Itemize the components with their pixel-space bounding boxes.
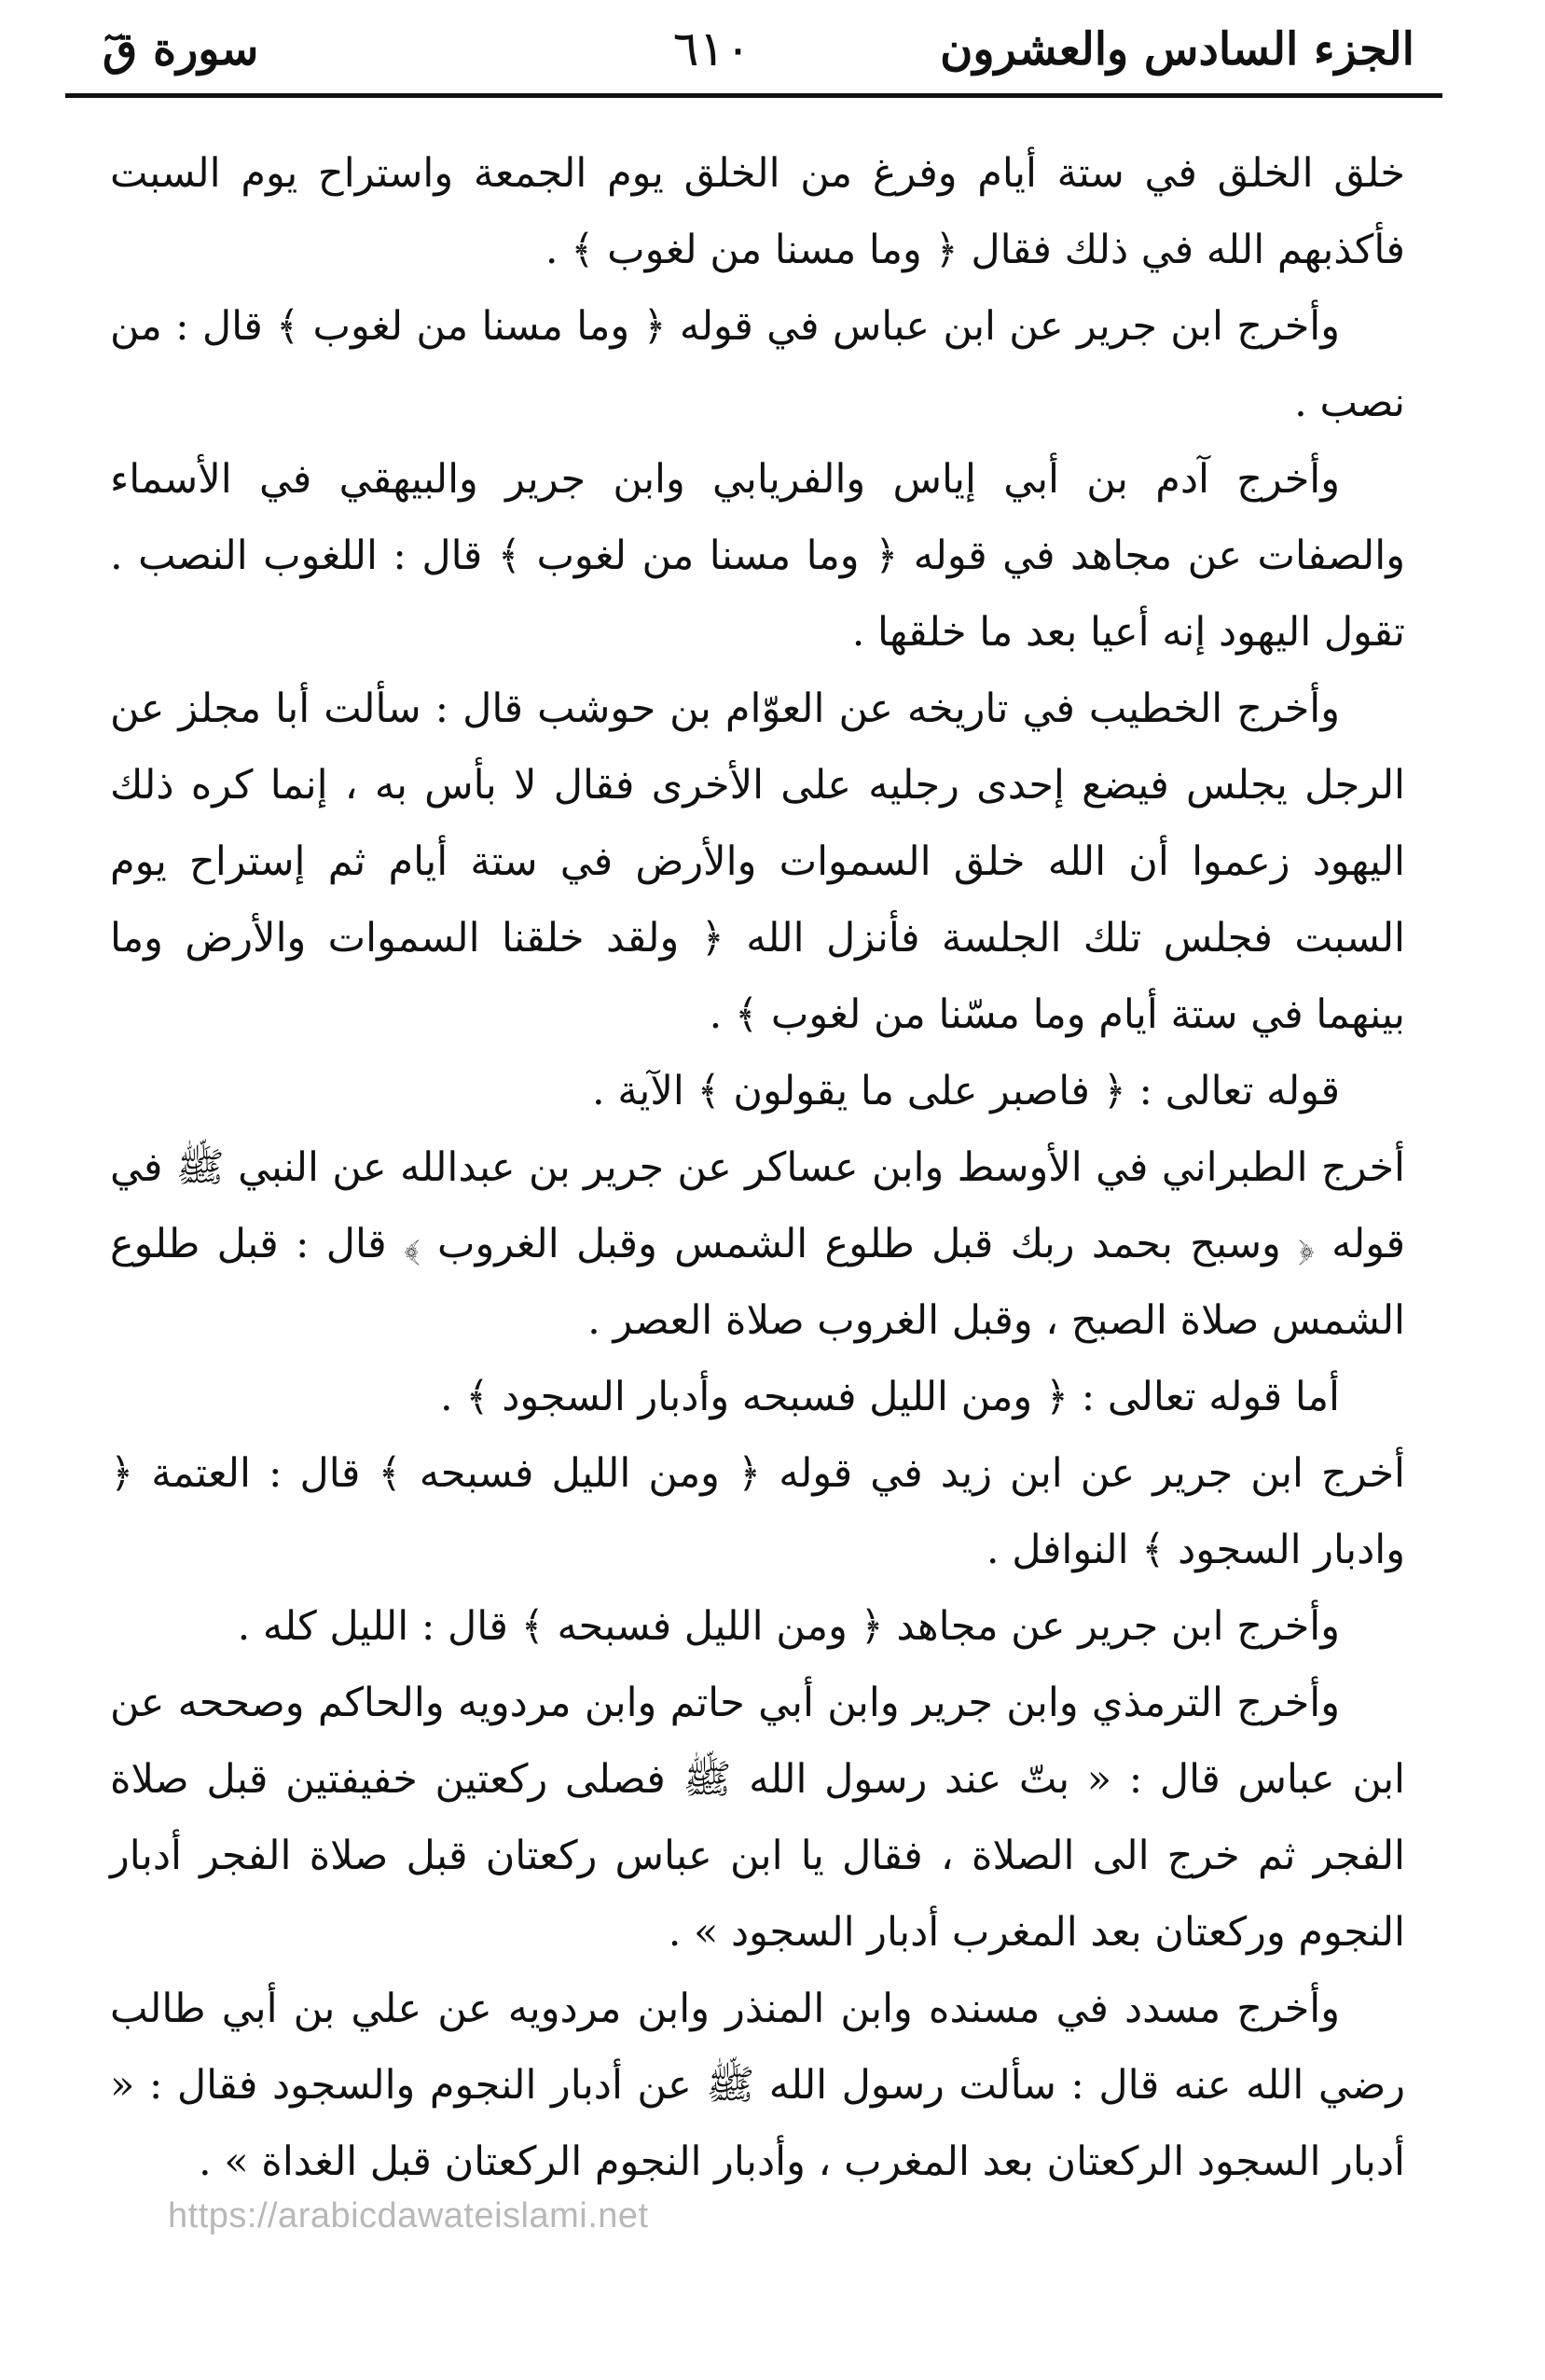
- running-head-part: الجزء السادس والعشرون: [940, 23, 1414, 76]
- page-body: [110, 135, 1405, 2206]
- running-head-surah: سورة قٓ: [103, 23, 259, 76]
- paragraph: قوله تعالى : ﴿ فاصبر على ما يقولون ﴾ الآية .: [592, 1068, 1340, 1114]
- paragraph: أخرج ابن جرير عن ابن زيد في قوله ﴿ ومن الليل فسبحه ﴾ قال : العتمة ﴿ وادبار السجود ﴾ النوافل .: [110, 1450, 1405, 1573]
- page-number: ٦١٠: [672, 21, 752, 77]
- paragraph: وأخرج الخطيب في تاريخه عن العوّام بن حوشب قال : سألت أبا مجلز عن الرجل يجلس فيضع إحدى رجليه على الأخرى فقال لا بأس به ، إنما كره ذلك اليهود زعموا أن الله خلق السموات والأرض في ستة أيام ثم إستراح يوم السبت فجلس تلك الجلسة فأنزل الله ﴿ ولقد خلقنا السموات والأرض وما بينهما في ستة أيام وما مسّنا من لغوب ﴾ .: [110, 685, 1405, 1038]
- paragraph: أما قوله تعالى : ﴿ ومن الليل فسبحه وأدبار السجود ﴾ .: [440, 1374, 1340, 1420]
- watermark-url: https://arabicdawateislami.net: [168, 2196, 649, 2235]
- paragraph: وأخرج ابن جرير عن مجاهد ﴿ ومن الليل فسبحه ﴾ قال : الليل كله .: [237, 1603, 1340, 1650]
- paragraph: خلق الخلق في ستة أيام وفرغ من الخلق يوم الجمعة واستراح يوم السبت فأكذبهم الله في ذلك فقال ﴿ وما مسنا من لغوب ﴾ .: [110, 150, 1405, 273]
- paragraph: وأخرج ابن جرير عن ابن عباس في قوله ﴿ وما مسنا من لغوب ﴾ قال : من نصب .: [110, 303, 1405, 426]
- paragraph: وأخرج الترمذي وابن جرير وابن أبي حاتم وابن مردويه والحاكم وصححه عن ابن عباس قال : « بتّ عند رسول الله ﷺ فصلى ركعتين خفيفتين قبل صلاة الفجر ثم خرج الى الصلاة ، فقال يا ابن عباس ركعتان قبل صلاة الفجر أدبار النجوم وركعتان بعد المغرب أدبار السجود » .: [110, 1680, 1405, 1956]
- paragraph: أخرج الطبراني في الأوسط وابن عساكر عن جرير بن عبدالله عن النبي ﷺ في قوله ﴿ وسبح بحمد ربك قبل طلوع الشمس وقبل الغروب ﴾ قال : قبل طلوع الشمس صلاة الصبح ، وقبل الغروب صلاة العصر .: [110, 1144, 1405, 1344]
- paragraph: وأخرج آدم بن أبي إياس والفريابي وابن جرير والبيهقي في الأسماء والصفات عن مجاهد في قوله ﴿ وما مسنا من لغوب ﴾ قال : اللغوب النصب . تقول اليهود إنه أعيا بعد ما خلقها .: [110, 456, 1405, 656]
- header-rule: [65, 93, 1442, 98]
- paragraph: وأخرج مسدد في مسنده وابن المنذر وابن مردويه عن علي بن أبي طالب رضي الله عنه قال : سألت رسول الله ﷺ عن أدبار النجوم والسجود فقال : « أدبار السجود الركعتان بعد المغرب ، وأدبار النجوم الركعتان قبل الغداة » .: [110, 1986, 1405, 2185]
- page-header: [103, 17, 1414, 82]
